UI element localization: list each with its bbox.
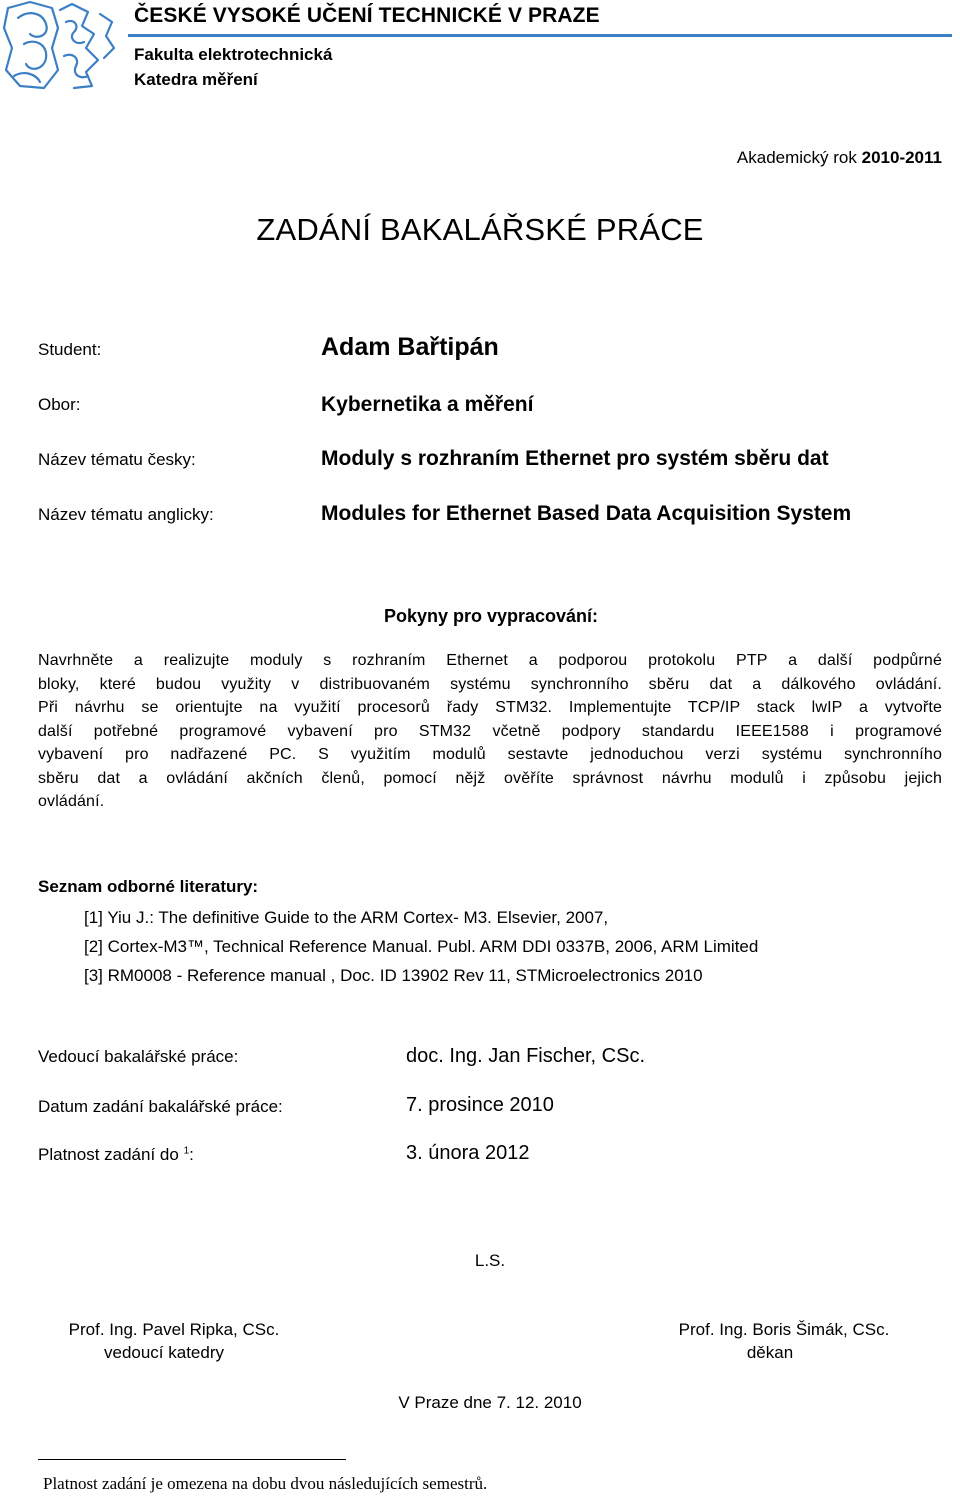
footnote-divider — [38, 1459, 346, 1460]
instructions-line: Navrhněte a realizujte moduly s rozhraním Ethernet a podporou protokolu PTP a další podpůrné — [38, 652, 942, 669]
header-divider — [128, 34, 952, 37]
assignment-date-value: 7. prosince 2010 — [406, 1094, 554, 1116]
validity-label — [38, 1145, 194, 1165]
topic-en-value: Modules for Ethernet Based Data Acquisition System — [321, 502, 852, 525]
literature-item: [3] RM0008 - Reference manual , Doc. ID 13902 Rev 11, STMicroelectronics 2010 — [84, 966, 703, 985]
instructions-line: další potřebné programové vybavení pro STM32 včetně podpory standardu IEEE1588 i programové — [38, 722, 942, 740]
validity-label-text: Platnost zadání do — [38, 1145, 179, 1164]
footnote-text: Platnost zadání je omezena na dobu dvou následujících semestrů. — [43, 1474, 488, 1493]
academic-year-value: 2010-2011 — [861, 148, 942, 167]
ctu-lion-logo-icon — [0, 0, 118, 92]
head-of-department-name: Prof. Ing. Pavel Ripka, CSc. — [68, 1320, 280, 1339]
topic-cz-value: Moduly s rozhraním Ethernet pro systém sběru dat — [321, 447, 829, 470]
dean-role: děkan — [746, 1343, 794, 1362]
dean-name: Prof. Ing. Boris Šimák, CSc. — [678, 1320, 890, 1339]
academic-year-label: Akademický rok — [736, 148, 857, 167]
head-of-department-role: vedoucí katedry — [103, 1343, 224, 1362]
academic-year — [737, 148, 942, 168]
stamp-placeholder: L.S. — [474, 1251, 506, 1270]
literature-item: [1] Yiu J.: The definitive Guide to the ARM Cortex- M3. Elsevier, 2007, — [84, 908, 609, 927]
instructions-line: Při návrhu se orientujte na využití procesorů řady STM32. Implementujte TCP/IP stack lwIP a vytvořte — [38, 699, 942, 716]
document-title: ZADÁNÍ BAKALÁŘSKÉ PRÁCE — [256, 212, 704, 247]
supervisor-label: Vedoucí bakalářské práce: — [38, 1047, 239, 1066]
topic-cz-label: Název tématu česky: — [38, 450, 196, 469]
place-and-date: V Praze dne 7. 12. 2010 — [398, 1393, 582, 1412]
literature-heading: Seznam odborné literatury: — [38, 877, 259, 896]
instructions-line: vybavení pro nadřazené PC. S využitím modulů sestavte jednoduchou verzi systému synchronního — [38, 746, 942, 763]
student-value: Adam Bařtipán — [321, 333, 499, 361]
instructions-line: bloky, které budou využity v distribuovaném systému synchronního sběru dat a dálkového ovládání. — [38, 675, 942, 693]
instructions-heading: Pokyny pro vypracování: — [383, 606, 599, 626]
department-name: Katedra měření — [134, 70, 258, 89]
program-value: Kybernetika a měření — [321, 393, 534, 416]
university-name: ČESKÉ VYSOKÉ UČENÍ TECHNICKÉ V PRAZE — [134, 4, 600, 27]
assignment-date-label: Datum zadání bakalářské práce: — [38, 1097, 283, 1116]
validity-colon: : — [189, 1145, 194, 1164]
student-label: Student: — [38, 340, 102, 359]
footnote-marker: 1 — [183, 1145, 190, 1157]
validity-value: 3. února 2012 — [406, 1142, 530, 1164]
program-label: Obor: — [38, 395, 81, 414]
supervisor-value: doc. Ing. Jan Fischer, CSc. — [406, 1045, 645, 1067]
topic-en-label: Název tématu anglicky: — [38, 505, 214, 524]
faculty-name: Fakulta elektrotechnická — [134, 45, 333, 64]
instructions-line: sběru dat a ovládání akčních členů, pomocí nějž ověříte správnost návrhu modulů i způsobu jejich — [38, 769, 942, 787]
literature-item: [2] Cortex-M3™, Technical Reference Manual. Publ. ARM DDI 0337B, 2006, ARM Limited — [84, 937, 759, 956]
instructions-line: ovládání. — [38, 793, 105, 810]
instructions-paragraph — [38, 649, 942, 814]
